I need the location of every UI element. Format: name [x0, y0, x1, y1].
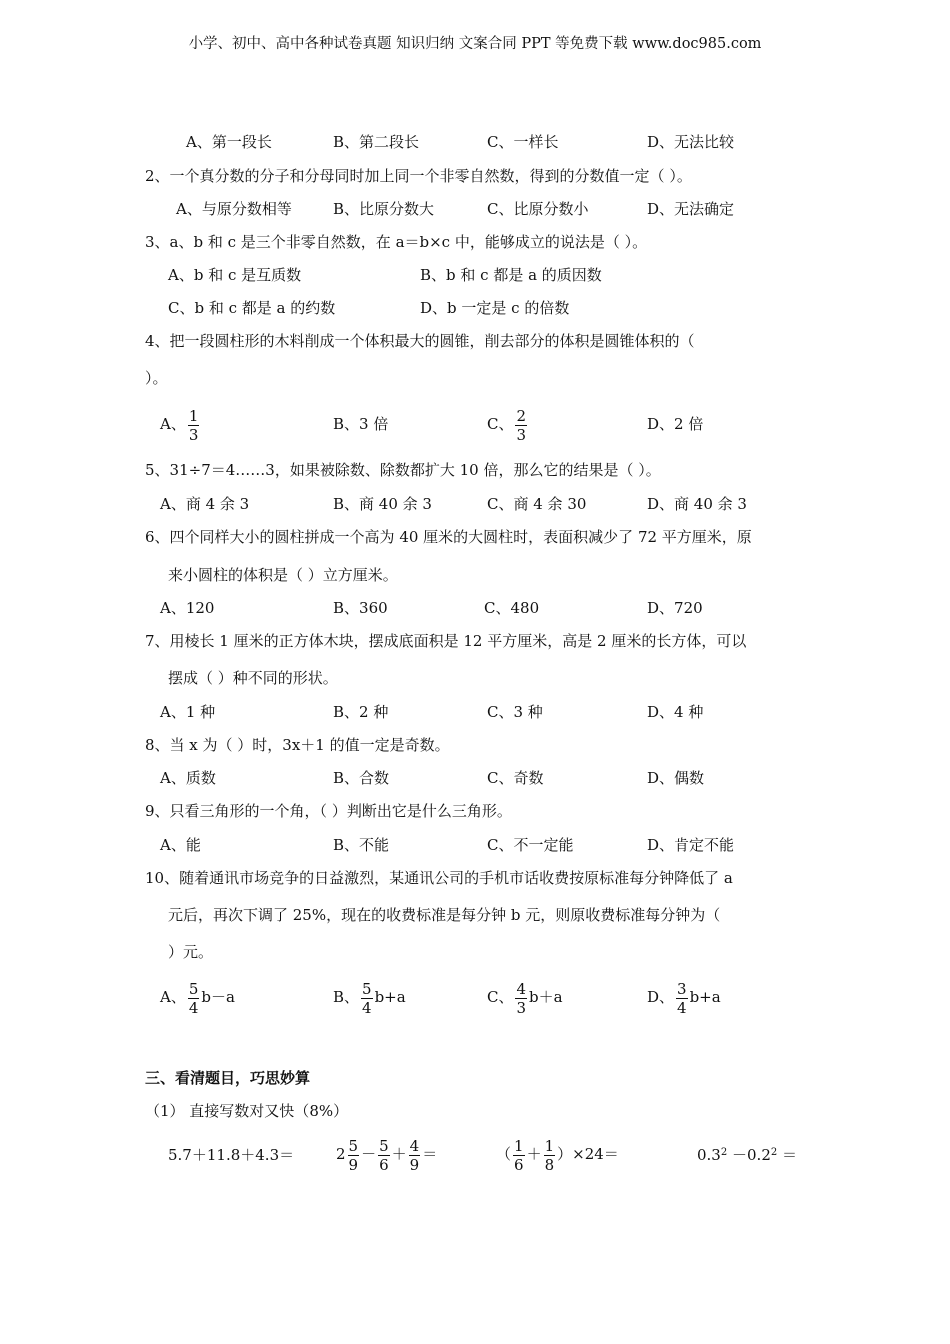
q3-option-b: B、b 和 c 都是 a 的质因数 — [420, 266, 602, 284]
q10-option-b — [333, 977, 406, 1017]
fraction — [409, 1137, 421, 1174]
q5-option-a: A、商 4 余 3 — [160, 495, 250, 513]
fraction-numerator: 5 — [188, 979, 199, 998]
expression-3 — [496, 1134, 619, 1174]
q10-option-a-tail: b－a — [201, 988, 235, 1006]
q6-text-line1: 6、四个同样大小的圆柱拼成一个高为 40 厘米的大圆柱时，表面积减少了 72 平方厘米，原 — [145, 528, 752, 546]
q10-option-d-label: D、 — [647, 988, 675, 1006]
q2-option-b: B、比原分数大 — [333, 200, 435, 218]
q4-option-c-label: C、 — [487, 415, 514, 433]
base-1: 0.3 — [697, 1146, 721, 1164]
q10-option-c — [487, 977, 563, 1017]
mixed-number-whole: 2 — [336, 1145, 346, 1163]
fraction-numerator: 2 — [516, 406, 527, 425]
q8-option-c: C、奇数 — [487, 769, 544, 787]
section-3-subtitle-1: （1） 直接写数对又快（8%） — [145, 1102, 349, 1120]
expression-2 — [336, 1134, 437, 1174]
q3-option-a: A、b 和 c 是互质数 — [168, 266, 302, 284]
q8-option-d: D、偶数 — [647, 769, 705, 787]
q10-option-b-label: B、 — [333, 988, 360, 1006]
q10-option-d-tail: b+a — [689, 988, 721, 1006]
q4-option-a-label: A、 — [160, 415, 186, 433]
fraction-denominator: 4 — [188, 998, 199, 1017]
open-paren: （ — [496, 1145, 512, 1163]
fraction-numerator: 1 — [188, 406, 199, 425]
fraction — [544, 1137, 556, 1174]
q10-text-line1: 10、随着通讯市场竞争的日益激烈，某通讯公司的手机市话收费按原标准每分钟降低了 a — [145, 869, 733, 887]
q6-option-b: B、360 — [333, 599, 388, 617]
q5-text: 5、31÷7＝4……3，如果被除数、除数都扩大 10 倍，那么它的结果是（ ）。 — [145, 461, 661, 479]
q10-text-line2: 元后，再次下调了 25%，现在的收费标准是每分钟 b 元，则原收费标准每分钟为（ — [168, 906, 721, 924]
q4-option-d: D、2 倍 — [647, 415, 704, 433]
fraction-numerator: 3 — [677, 979, 687, 998]
fraction-numerator: 1 — [514, 1136, 524, 1155]
q2-text: 2、一个真分数的分子和分母同时加上同一个非零自然数，得到的分数值一定（ ）。 — [145, 167, 692, 185]
exponent-2: 2 — [770, 1147, 778, 1158]
fraction-numerator: 1 — [544, 1136, 555, 1155]
q10-option-d-fraction — [676, 980, 688, 1017]
q9-option-c: C、不一定能 — [487, 836, 574, 854]
q4-text-line2: ）。 — [145, 369, 168, 387]
q4-option-c-fraction — [515, 407, 527, 444]
q10-option-c-label: C、 — [487, 988, 514, 1006]
q7-option-c: C、3 种 — [487, 703, 543, 721]
fraction-numerator: 4 — [409, 1136, 420, 1155]
operator: － — [361, 1145, 377, 1163]
q7-text-line2: 摆成（ ）种不同的形状。 — [168, 669, 338, 687]
fraction — [348, 1137, 360, 1174]
operator: ＋ — [526, 1145, 542, 1163]
q10-option-b-fraction — [361, 980, 373, 1017]
page-header: 小学、初中、高中各种试卷真题 知识归纳 文案合同 PPT 等免费下载 www.doc985.com — [188, 36, 762, 52]
q7-option-a: A、1 种 — [160, 703, 216, 721]
fraction-denominator: 9 — [348, 1155, 359, 1174]
q7-option-b: B、2 种 — [333, 703, 389, 721]
close-paren-times: ）×24＝ — [557, 1145, 619, 1163]
q8-option-b: B、合数 — [333, 769, 390, 787]
expression-4 — [697, 1145, 797, 1165]
fraction-numerator: 5 — [362, 979, 372, 998]
q5-option-d: D、商 40 余 3 — [647, 495, 747, 513]
section-3-title: 三、看清题目，巧思妙算 — [145, 1069, 311, 1087]
q4-option-c — [487, 404, 529, 444]
fraction-denominator: 3 — [188, 425, 199, 444]
fraction-numerator: 4 — [516, 979, 527, 998]
expression-1: 5.7＋11.8＋4.3＝ — [168, 1146, 295, 1164]
q1-option-a: A、第一段长 — [186, 133, 272, 151]
q4-option-a-fraction — [188, 407, 200, 444]
q7-option-d: D、4 种 — [647, 703, 704, 721]
q4-option-b: B、3 倍 — [333, 415, 389, 433]
q6-option-d: D、720 — [647, 599, 703, 617]
q2-option-d: D、无法确定 — [647, 200, 735, 218]
q1-option-b: B、第二段长 — [333, 133, 420, 151]
q10-option-c-tail: b＋a — [529, 988, 563, 1006]
operator: ＋ — [391, 1145, 407, 1163]
q5-option-c: C、商 4 余 30 — [487, 495, 587, 513]
fraction — [378, 1137, 390, 1174]
q1-option-d: D、无法比较 — [647, 133, 735, 151]
minus-base-2: －0.2 — [727, 1146, 771, 1164]
fraction-denominator: 4 — [362, 998, 372, 1017]
q4-text-line1: 4、把一段圆柱形的木料削成一个体积最大的圆锥，削去部分的体积是圆锥体积的（ — [145, 332, 695, 350]
q10-option-c-fraction — [515, 980, 527, 1017]
q10-option-b-tail: b+a — [374, 988, 406, 1006]
q5-option-b: B、商 40 余 3 — [333, 495, 432, 513]
exponent-1: 2 — [720, 1147, 728, 1158]
q2-option-a: A、与原分数相等 — [176, 200, 292, 218]
q9-text: 9、只看三角形的一个角，（ ）判断出它是什么三角形。 — [145, 802, 512, 820]
equals-sign: ＝ — [777, 1146, 798, 1164]
q7-text-line1: 7、用棱长 1 厘米的正方体木块，摆成底面积是 12 平方厘米，高是 2 厘米的长方体，可以 — [145, 632, 747, 650]
equals-sign: ＝ — [422, 1145, 438, 1163]
q10-option-a-label: A、 — [160, 988, 186, 1006]
fraction-denominator: 6 — [514, 1155, 524, 1174]
fraction-numerator: 5 — [348, 1136, 359, 1155]
q1-option-c: C、一样长 — [487, 133, 559, 151]
fraction-denominator: 4 — [677, 998, 687, 1017]
fraction-denominator: 3 — [516, 425, 527, 444]
fraction-denominator: 6 — [379, 1155, 389, 1174]
q3-option-c: C、b 和 c 都是 a 的约数 — [168, 299, 336, 317]
fraction-numerator: 5 — [379, 1136, 389, 1155]
q9-option-d: D、肯定不能 — [647, 836, 735, 854]
fraction-denominator: 9 — [409, 1155, 420, 1174]
q4-option-a — [160, 404, 201, 444]
q8-option-a: A、质数 — [160, 769, 216, 787]
fraction-denominator: 3 — [516, 998, 527, 1017]
q2-option-c: C、比原分数小 — [487, 200, 589, 218]
q6-text-line2: 来小圆柱的体积是（ ）立方厘米。 — [168, 566, 398, 584]
fraction-denominator: 8 — [544, 1155, 555, 1174]
q3-text: 3、a、b 和 c 是三个非零自然数，在 a＝b×c 中，能够成立的说法是（ ）。 — [145, 233, 648, 251]
q6-option-a: A、120 — [160, 599, 215, 617]
q10-option-a — [160, 977, 235, 1017]
q9-option-b: B、不能 — [333, 836, 390, 854]
q10-text-line3: ）元。 — [168, 943, 214, 961]
q9-option-a: A、能 — [160, 836, 201, 854]
q3-option-d: D、b 一定是 c 的倍数 — [420, 299, 570, 317]
q8-text: 8、当 x 为（ ）时，3x＋1 的值一定是奇数。 — [145, 736, 450, 754]
q10-option-d — [647, 977, 721, 1017]
fraction — [513, 1137, 525, 1174]
q10-option-a-fraction — [188, 980, 200, 1017]
q6-option-c: C、480 — [484, 599, 540, 617]
